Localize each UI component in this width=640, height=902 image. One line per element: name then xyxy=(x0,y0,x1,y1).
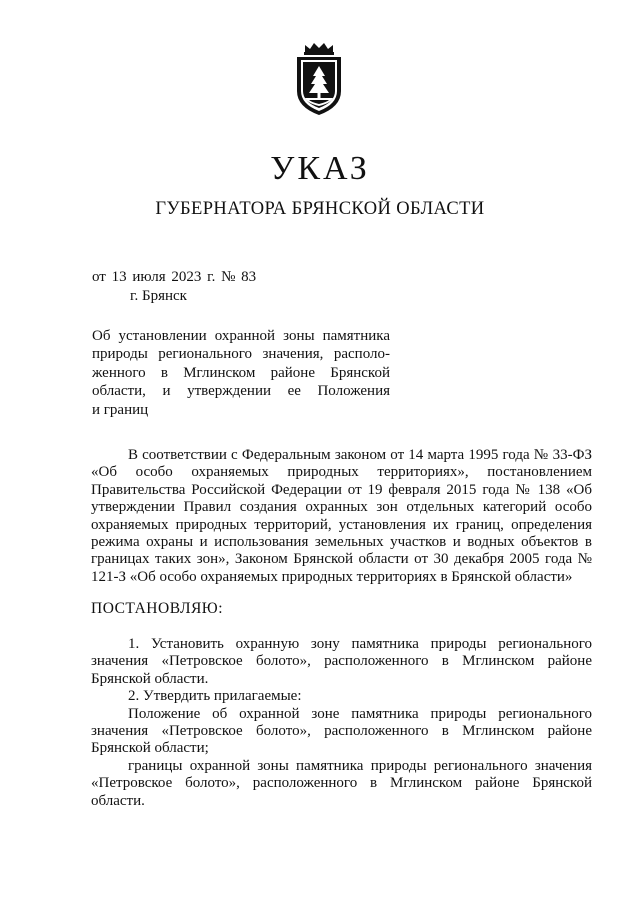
subject-line: и границ xyxy=(92,401,149,418)
subject-line: природы регионального значения, располо- xyxy=(92,346,390,363)
item-2: 2. Утвердить прилагаемые: xyxy=(128,688,302,705)
document-title: УКАЗ xyxy=(270,150,370,187)
decree-items xyxy=(91,636,592,810)
preamble-block xyxy=(91,447,592,586)
item-2-position: Положение об охранной зоне памятника природы регионального значения «Петровское болото», расположенного в Мглинском районе Брянской области; xyxy=(91,705,592,757)
coat-of-arms-icon xyxy=(291,41,347,119)
subject-line: области, и утверждении ее Положения xyxy=(92,383,390,400)
document-subject xyxy=(92,327,390,419)
item-2-boundaries: границы охранной зоны памятника природы регионального значения «Петровское болото», расположенного в Мглинском районе Брянской области. xyxy=(91,757,592,809)
preamble-paragraph: В соответствии с Федеральным законом от 14 марта 1995 года № 33-ФЗ «Об особо охраняемых природных территориях», постановлением Правительства Российской Федерации от 19 февраля 2015 года № 138 «Об утверждении Правил создания охранных зон отдельных категорий особо охраняемых природных территорий, установления их границ, определения режима охраны и использования земельных участков и водных объектов в границах таких зон», Законом Брянской области от 30 декабря 2005 года № 121-З «Об особо охраняемых природных территориях в Брянской области» xyxy=(91,447,592,585)
date-number-line: от 13 июля 2023 г. № 83 xyxy=(92,269,257,285)
item-1: 1. Установить охранную зону памятника природы регионального значения «Петровское болото», расположенного в Мглинском районе Брянской области. xyxy=(91,636,592,687)
document-subtitle: ГУБЕРНАТОРА БРЯНСКОЙ ОБЛАСТИ xyxy=(155,199,485,219)
city-line: г. Брянск xyxy=(130,288,187,304)
subject-line: женного в Мглинском районе Брянской xyxy=(92,364,390,381)
subject-line: Об установлении охранной зоны памятника xyxy=(92,328,390,344)
decree-word: ПОСТАНОВЛЯЮ: xyxy=(91,600,224,617)
